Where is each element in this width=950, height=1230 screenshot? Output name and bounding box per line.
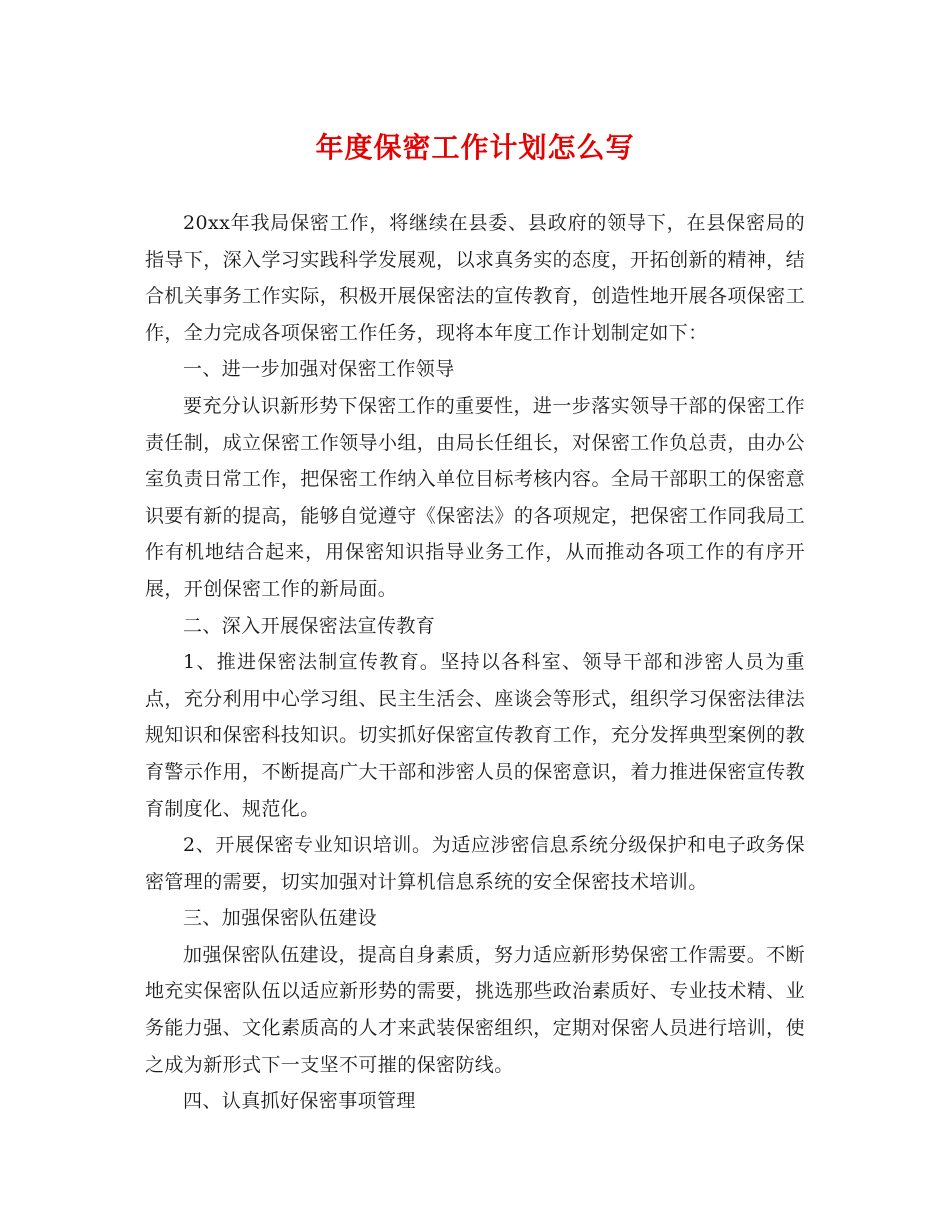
section-heading-2: 二、深入开展保密法宣传教育 [183,614,436,637]
section-1-paragraph: 要充分认识新形势下保密工作的重要性，进一步落实领导干部的保密工作责任制，成立保密工作领导小组，由局长任组长，对保密工作负总责，由办公室负责日常工作，把保密工作纳入单位目标考核内容。全局干部职工的保密意识要有新的提高，能够自觉遵守《保密法》的各项规定，把保密工作同我局工作有机地结合起来，用保密知识指导业务工作，从而推动各项工作的有序开展，开创保密工作的新局面。 [145,394,805,600]
section-2-item-1: 1、推进保密法制宣传教育。坚持以各科室、领导干部和涉密人员为重点，充分利用中心学习组、民主生活会、座谈会等形式，组织学习保密法律法规知识和保密科技知识。切实抓好保密宣传教育工作，充分发挥典型案例的教育警示作用，不断提高广大干部和涉密人员的保密意识，着力推进保密宣传教育制度化、规范化。 [145,651,805,820]
document-title: 年度保密工作计划怎么写 [315,131,635,164]
intro-paragraph: 20xx年我局保密工作，将继续在县委、县政府的领导下，在县保密局的指导下，深入学习实践科学发展观，以求真务实的态度，开拓创新的精神，结合机关事务工作实际，积极开展保密法的宣传教育，创造性地开展各项保密工作，全力完成各项保密工作任务，现将本年度工作计划制定如下： [145,212,805,344]
document-body [145,205,805,1120]
section-heading-4: 四、认真抓好保密事项管理 [183,1090,416,1113]
section-2-item-2: 2、开展保密专业知识培训。为适应涉密信息系统分级保护和电子政务保密管理的需要，切实加强对计算机信息系统的安全保密技术培训。 [145,834,805,893]
section-heading-1: 一、进一步加强对保密工作领导 [183,358,455,381]
section-heading-3: 三、加强保密队伍建设 [183,907,378,930]
section-3-paragraph: 加强保密队伍建设，提高自身素质，努力适应新形势保密工作需要。不断地充实保密队伍以适应新形势的需要，挑选那些政治素质好、专业技术精、业务能力强、文化素质高的人才来武装保密组织，定期对保密人员进行培训，使之成为新形式下一支坚不可摧的保密防线。 [145,943,805,1076]
